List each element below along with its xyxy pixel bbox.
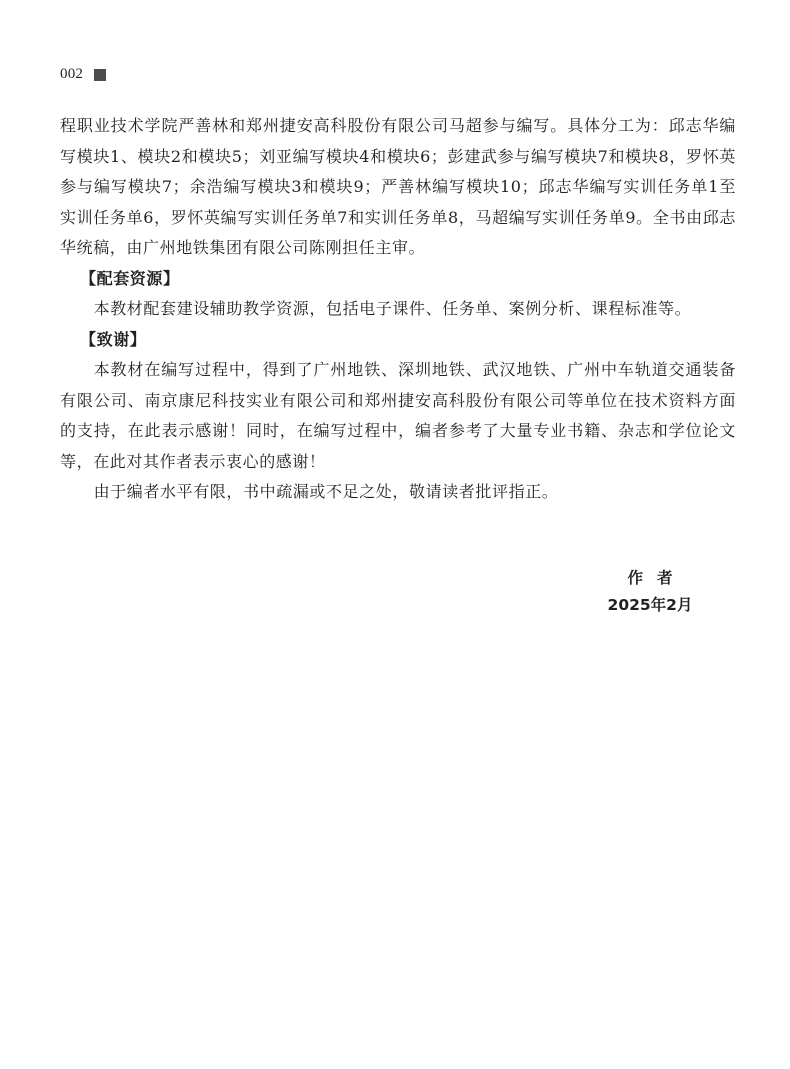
resources-paragraph: 本教材配套建设辅助教学资源，包括电子课件、任务单、案例分析、课程标准等。 [93,299,692,318]
acknowledgements-paragraph: 本教材在编写过程中，得到了广州地铁、深圳地铁、武汉地铁、广州中车轨道交通装备有限公司、南京康尼科技实业有限公司和郑州捷安高科股份有限公司等单位在技术资料方面的支持，在此表示感谢！同时，在编写过程中，编者参考了大量专业书籍、杂志和学位论文等，在此对其作者表示衷心的感谢！ [60,360,736,471]
page-number: 002 [60,66,84,82]
signature-date: 2025年2月 [607,596,693,614]
resources-heading: 【配套资源】 [80,268,180,288]
division-of-labor-paragraph: 程职业技术学院严善林和郑州捷安高科股份有限公司马超参与编写。具体分工为：邱志华编写模块1、模块2和模块5；刘亚编写模块4和模块6；彭建武参与编写模块7和模块8，罗怀英参与编写模块7；余浩编写模块3和模块9；严善林编写模块10；邱志华编写实训任务单1至实训任务单6，罗怀英编写实训任务单7和实训任务单8，马超编写实训任务单9。全书由邱志华统稿，由广州地铁集团有限公司陈刚担任主审。 [60,116,736,257]
apology-paragraph: 由于编者水平有限，书中疏漏或不足之处，敬请读者批评指正。 [93,482,559,501]
square-marker-icon [94,69,106,81]
signature-block [570,565,730,619]
page-header [60,66,106,83]
page-body [60,111,736,508]
acknowledgements-heading: 【致谢】 [80,329,147,349]
signature-author: 作者 [627,569,687,587]
